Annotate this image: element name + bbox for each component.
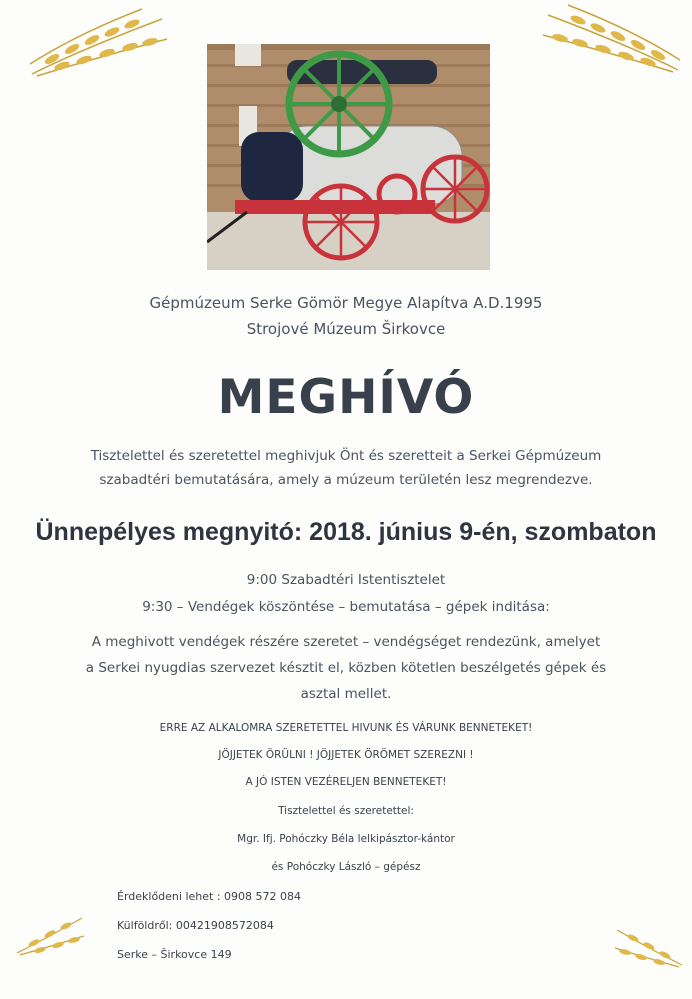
- program-item-1: 9:00 Szabadtéri Istentisztelet: [246, 572, 446, 588]
- signature-intro: Tisztelettel és szeretettel:: [278, 805, 414, 817]
- organization-name-hu: Gépmúzeum Serke Gömör Megye Alapítva A.D.1995: [149, 294, 543, 312]
- signature-name-1: Mgr. Ifj. Pohóczky Béla lelkipásztor-kántor: [237, 833, 455, 845]
- steam-engine-illustration: [207, 44, 490, 270]
- steam-engine-photo: [207, 44, 490, 270]
- contact-phone: Érdeklődeni lehet : 0908 572 084: [117, 890, 302, 903]
- wheat-ornament-bottom-left: [12, 908, 87, 958]
- hospitality-line-3: asztal mellet.: [300, 686, 392, 702]
- wheat-ornament-top-right: [538, 0, 688, 80]
- wheat-ornament-bottom-right: [612, 920, 687, 970]
- intro-line-2: szabadtéri bemutatására, amely a múzeum területén lesz megrendezve.: [99, 472, 593, 488]
- hospitality-line-1: A meghivott vendégek részére szeretet – vendégséget rendezünk, amelyet: [91, 634, 601, 650]
- closing-line-3: A JÓ ISTEN VEZÉRELJEN BENNETEKET!: [245, 776, 447, 788]
- organization-name-sk: Strojové Múzeum Širkovce: [246, 320, 446, 338]
- invitation-title: MEGHÍVÓ: [217, 370, 475, 425]
- wheat-ornament-top-left: [22, 4, 172, 84]
- contact-abroad-phone: Külföldről: 00421908572084: [117, 919, 274, 932]
- program-item-2: 9:30 – Vendégek köszöntése – bemutatása – gépek inditása:: [142, 599, 550, 615]
- contact-address: Serke – Širkovce 149: [117, 948, 232, 961]
- signature-name-2: és Pohóczky László – gépész: [271, 861, 421, 873]
- opening-date-heading: Ünnepélyes megnyitó: 2018. június 9-én, szombaton: [35, 518, 657, 546]
- closing-line-2: JÖJJETEK ÖRÜLNI ! JÖJJETEK ÖRÖMET SZEREZNI !: [218, 749, 474, 761]
- closing-line-1: ERRE AZ ALKALOMRA SZERETETTEL HIVUNK ÉS VÁRUNK BENNETEKET!: [159, 722, 533, 734]
- intro-line-1: Tisztelettel és szeretettel meghivjuk Önt és szeretteit a Serkei Gépmúzeum: [90, 448, 602, 464]
- hospitality-line-2: a Serkei nyugdias szervezet késztit el, közben kötetlen beszélgetés gépek és: [85, 660, 607, 676]
